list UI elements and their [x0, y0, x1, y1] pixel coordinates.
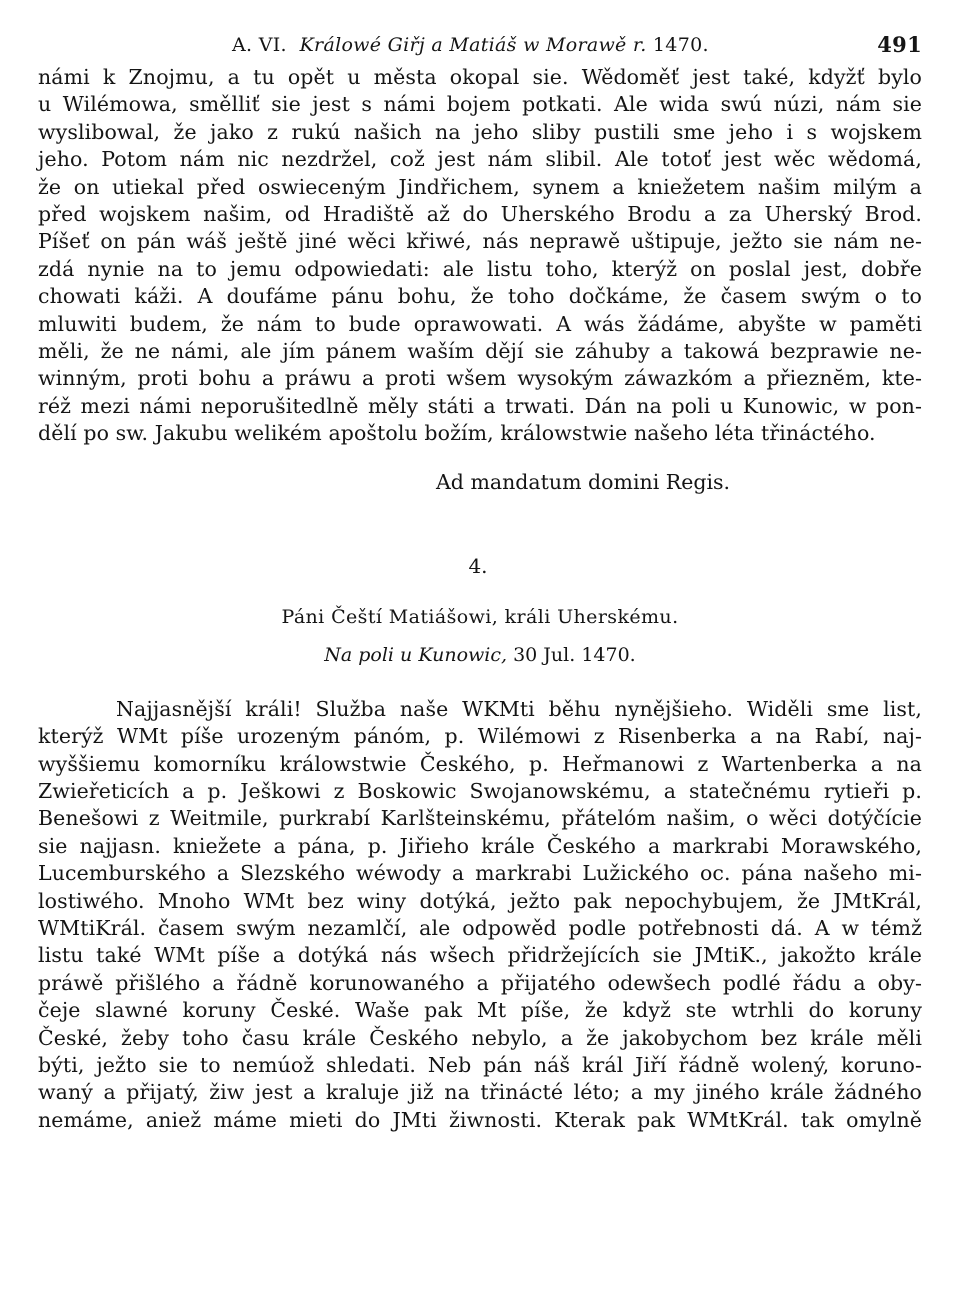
text-line: před wojskem našim, od Hradiště až do Uherského Brodu a za Uherský Brod.	[38, 202, 922, 227]
text-line: winným, proti bohu a práwu a proti wšem wysokým záwazkóm a přieznĕm, kte-	[38, 366, 922, 391]
running-head-text	[232, 34, 709, 56]
text-line: chowati káži. A doufáme pánu bohu, že toho dočkáme, že časem swým o to	[38, 284, 922, 309]
text-line: býti, ježto sie to nemúož shledati. Neb pán náš král Jiří řádně wolený, koruno-	[38, 1052, 922, 1077]
running-title: Králowé Giřj a Matiáš w Morawě r.	[299, 34, 647, 56]
text-line: Zwieřeticích a p. Ješkowi z Boskowic Swojanowskému, a statečnému rytieři p.	[38, 778, 922, 803]
text-line: réž mezi námi neporušitedlně měly státi a trwati. Dán na poli u Kunowic, w pon-	[38, 393, 922, 418]
running-year: 1470.	[652, 34, 709, 56]
text-line: Píšeť on pán wáš ještě jiné wěci křiwé, nás neprawě uštipuje, ježto sie nám ne-	[38, 229, 922, 254]
continued-paragraph	[38, 64, 922, 448]
running-head	[38, 30, 922, 64]
text-line: kterýž WMt píše urozeným pánóm, p. Wilémowi z Risenberka a na Rabí, naj-	[38, 724, 922, 749]
text-line: waný a přijatý, žiw jest a kraluje již na třinácté léto; a my jiného krále žádného	[38, 1080, 922, 1105]
dateline-day: 30 Jul.	[513, 643, 576, 666]
document-number: 4.	[468, 553, 488, 578]
text-line: WMtiKrál. časem swým nezamlčí, ale odpowěd podle potřebnosti dá. A w témž	[38, 915, 922, 940]
page-number: 491	[877, 32, 922, 57]
dateline-place: Na poli u Kunowic,	[324, 643, 508, 666]
mandate-signature: Ad mandatum domini Regis.	[436, 469, 731, 494]
text-line: wyššiemu komorníku králowstwie Českého, p. Heřmanowi z Wartenberka a na	[38, 751, 922, 776]
document-addressee: Páni Čeští Matiášowi, králi Uherskému.	[281, 605, 679, 628]
text-line: jeho. Potom nám nic nezdržel, což jest nám slibil. Ale totoť jest wěc wědomá,	[38, 147, 922, 172]
text-line: zdá nynie na to jemu odpowiedati: ale listu toho, kterýž on poslal jest, dobře	[38, 256, 922, 281]
text-line: u Wilémowa, smělliť sie jest s námi bojem potkati. Ale wida swú núzi, nám sie	[38, 92, 922, 117]
text-line: námi k Znojmu, a tu opět u města okopal sie. Wědoměť jest také, kdyžť bylo	[38, 65, 922, 89]
text-line: Benešowi z Weitmile, purkrabí Karlšteinskému, přátelóm našim, o wěci dotýčície	[38, 806, 922, 831]
text-line: mluwiti budem, že nám to bude oprawowati. A wás žádáme, abyšte w paměti	[38, 311, 922, 336]
page	[38, 30, 922, 1134]
section-label: A. VI.	[232, 34, 287, 56]
text-line: České, žeby toho času krále Českého nebylo, a že jakobychom bez krále měli	[38, 1025, 922, 1050]
text-line: nemáme, aniež máme mieti do JMti žiwnosti. Kterak pak WMtKrál. tak omylně	[38, 1107, 922, 1132]
dateline-year: 1470.	[581, 643, 636, 666]
text-line: práwě přišlého a řádně korunowaného a přijatého odewšech podlé řádu a oby-	[38, 970, 922, 995]
text-line: sie najjasn. kniežete a pána, p. Jiřieho krále Českého a markrabi Morawského,	[38, 833, 922, 858]
text-line: měli, že ne námi, ale jím pánem waším dějí sie záhuby a takowá bezprawie ne-	[38, 339, 922, 364]
letter-body	[38, 696, 922, 1135]
text-line: listu také WMt píše a dotýká nás wšech přidržejících sie JMtiK., jakožto krále	[38, 943, 922, 968]
document-dateline	[38, 642, 922, 668]
text-line: dělí po sw. Jakubu welikém apoštolu božím, králowstwie našeho léta třináctého.	[38, 421, 876, 446]
text-line: lostiwého. Mnoho WMt bez winy dotýká, ježto pak nepochybujem, že JMtKrál,	[38, 888, 922, 913]
text-line: wyslibowal, že jako z rukú našich na jeho sliby pustili sme jeho i s wojskem	[38, 119, 922, 144]
text-line: Lucemburského a Slezského wéwody a markrabi Lužického oc. pána našeho mi-	[38, 861, 922, 886]
text-line: čeje slawné koruny České. Waše pak Mt píše, že když ste wtrhli do koruny	[38, 998, 922, 1023]
text-line: Najjasnější králi! Služba naše WKMti běhu nynějšieho. Widěli sme list,	[116, 696, 922, 721]
text-line: že on utiekal před oswieceným Jindřichem, synem a kniežetem našim milým a	[38, 174, 922, 199]
